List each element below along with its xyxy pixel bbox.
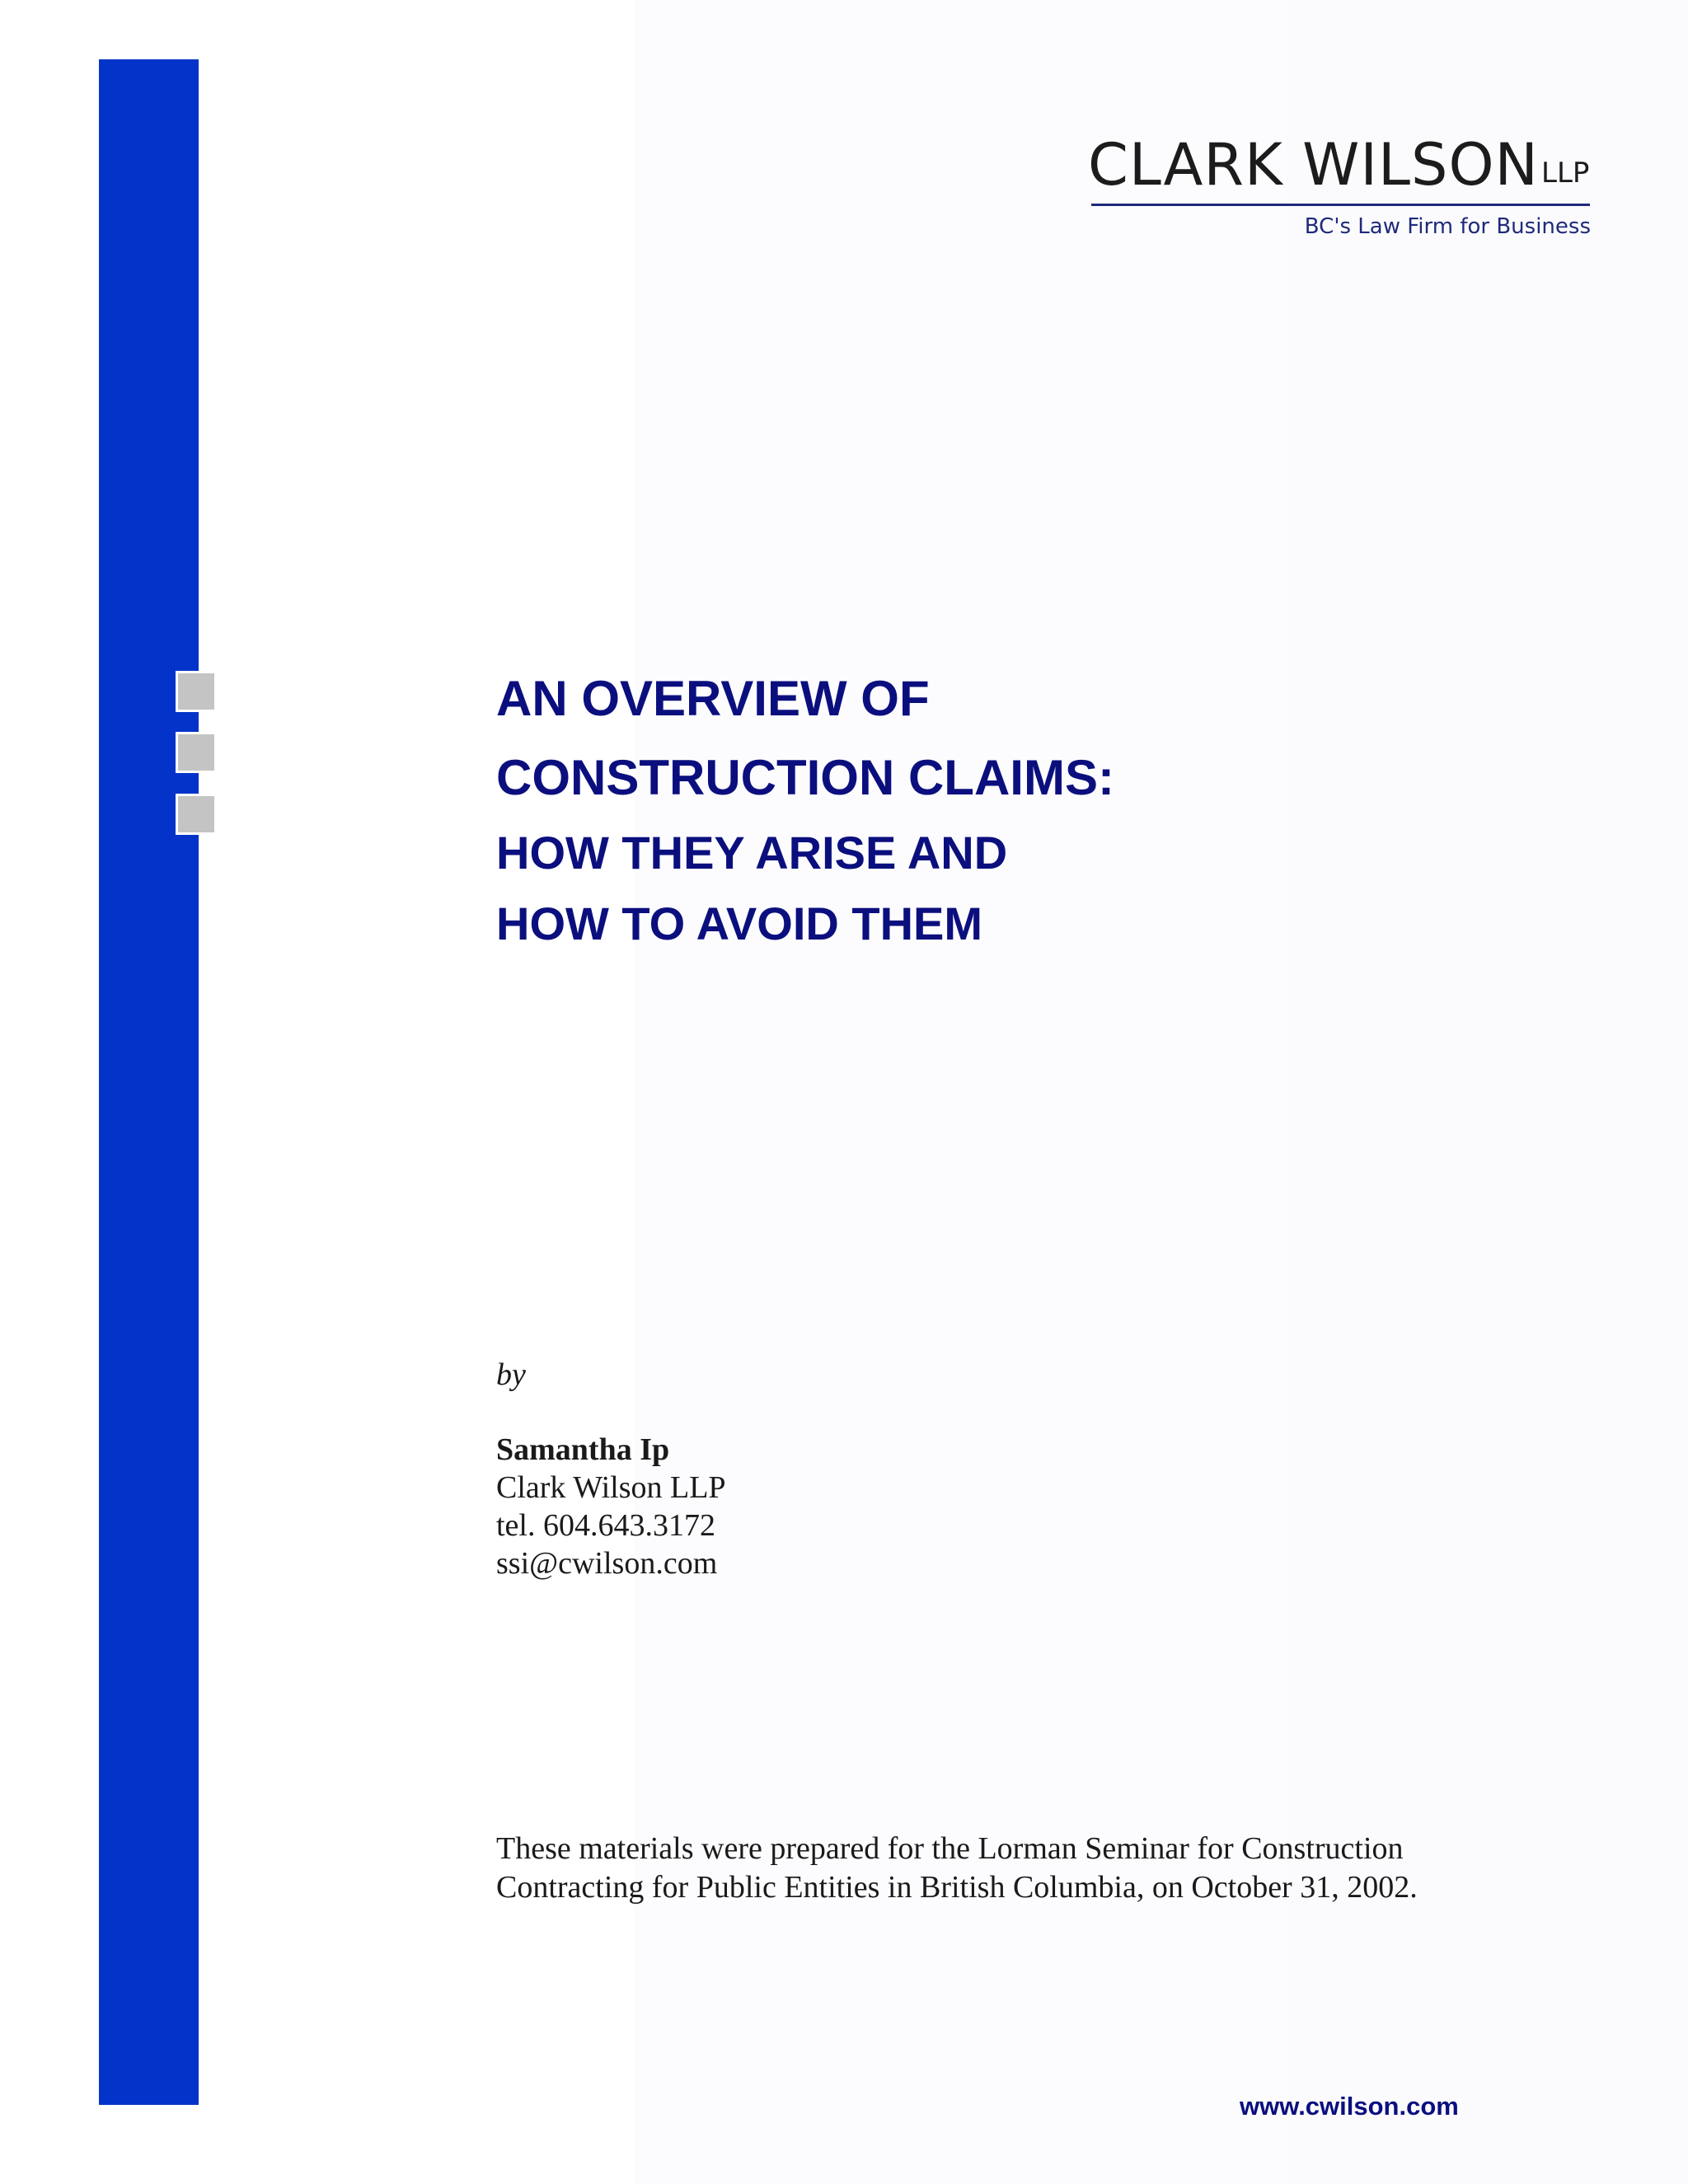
logo-tagline: BC's Law Firm for Business xyxy=(1304,214,1591,239)
title-line-1: AN OVERVIEW OF xyxy=(496,671,930,726)
firm-logo xyxy=(1088,132,1591,247)
logo-suffix: LLP xyxy=(1541,157,1590,190)
footer-website-url: www.cwilson.com xyxy=(1240,2092,1459,2121)
logo-divider xyxy=(1091,204,1590,206)
blue-sidebar-bar xyxy=(99,59,199,2105)
author-email: ssi@cwilson.com xyxy=(496,1546,718,1581)
seminar-note-line-2: Contracting for Public Entities in British Columbia, on October 31, 2002. xyxy=(496,1870,1418,1905)
title-line-3: HOW THEY ARISE AND xyxy=(496,827,1008,879)
author-firm: Clark Wilson LLP xyxy=(496,1470,726,1505)
byline: by xyxy=(496,1357,526,1392)
grey-square-decoration-1 xyxy=(176,671,217,712)
logo-firm-name: CLARK WILSON xyxy=(1088,131,1539,199)
title-line-4: HOW TO AVOID THEM xyxy=(496,898,983,949)
seminar-note-line-1: These materials were prepared for the Lorman Seminar for Construction xyxy=(496,1831,1404,1866)
author-phone: tel. 604.643.3172 xyxy=(496,1508,715,1543)
grey-square-decoration-3 xyxy=(176,794,217,835)
author-name: Samantha Ip xyxy=(496,1432,670,1467)
title-line-2: CONSTRUCTION CLAIMS: xyxy=(496,750,1114,805)
author-block xyxy=(496,1431,726,1582)
grey-square-decoration-2 xyxy=(176,732,217,773)
document-title xyxy=(496,659,1526,959)
seminar-note xyxy=(496,1830,1551,1907)
